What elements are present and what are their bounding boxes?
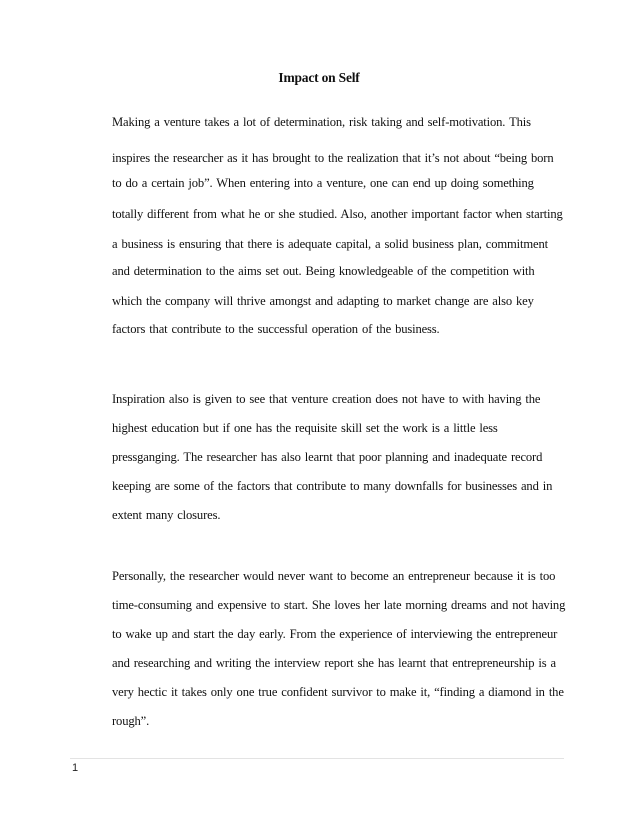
paragraph-2-line-2: highest education but if one has the requisite skill set the work is a little less: [112, 421, 498, 435]
paragraph-3-line-2: time-consuming and expensive to start. She loves her late morning dreams and not having: [112, 598, 566, 612]
paragraph-3-line-6: rough”.: [112, 714, 150, 728]
footer-divider: [70, 758, 564, 759]
paragraph-1-line-3: to do a certain job”. When entering into a venture, one can end up doing something: [112, 176, 534, 190]
paragraph-3-line-4: and researching and writing the interview report she has learnt that entrepreneurship is a: [112, 656, 556, 670]
paragraph-2-line-1: Inspiration also is given to see that venture creation does not have to with having the: [112, 392, 541, 406]
page-number: 1: [72, 762, 79, 774]
paragraph-2-line-3: pressganging. The researcher has also learnt that poor planning and inadequate record: [112, 450, 543, 464]
paragraph-1-line-8: factors that contribute to the successful operation of the business.: [112, 322, 440, 336]
paragraph-2-line-5: extent many closures.: [112, 508, 221, 522]
paragraph-3-line-5: very hectic it takes only one true confident survivor to make it, “finding a diamond in the: [112, 685, 564, 699]
paragraph-1-line-4: totally different from what he or she studied. Also, another important factor when starting: [112, 207, 563, 221]
page-title: Impact on Self: [278, 70, 360, 85]
paragraph-3-line-3: to wake up and start the day early. From the experience of interviewing the entrepreneur: [112, 627, 558, 641]
paragraph-2-line-4: keeping are some of the factors that contribute to many downfalls for businesses and in: [112, 479, 553, 493]
paragraph-1-line-6: and determination to the aims set out. Being knowledgeable of the competition with: [112, 264, 535, 278]
paragraph-1-line-2: inspires the researcher as it has brought to the realization that it’s not about “being born: [112, 151, 554, 165]
paragraph-3-line-1: Personally, the researcher would never want to become an entrepreneur because it is too: [112, 569, 556, 583]
paragraph-1-line-1: Making a venture takes a lot of determination, risk taking and self-motivation. This: [112, 115, 531, 129]
paragraph-1-line-7: which the company will thrive amongst and adapting to market change are also key: [112, 294, 534, 308]
paragraph-1-line-5: a business is ensuring that there is adequate capital, a solid business plan, commitment: [112, 237, 548, 251]
